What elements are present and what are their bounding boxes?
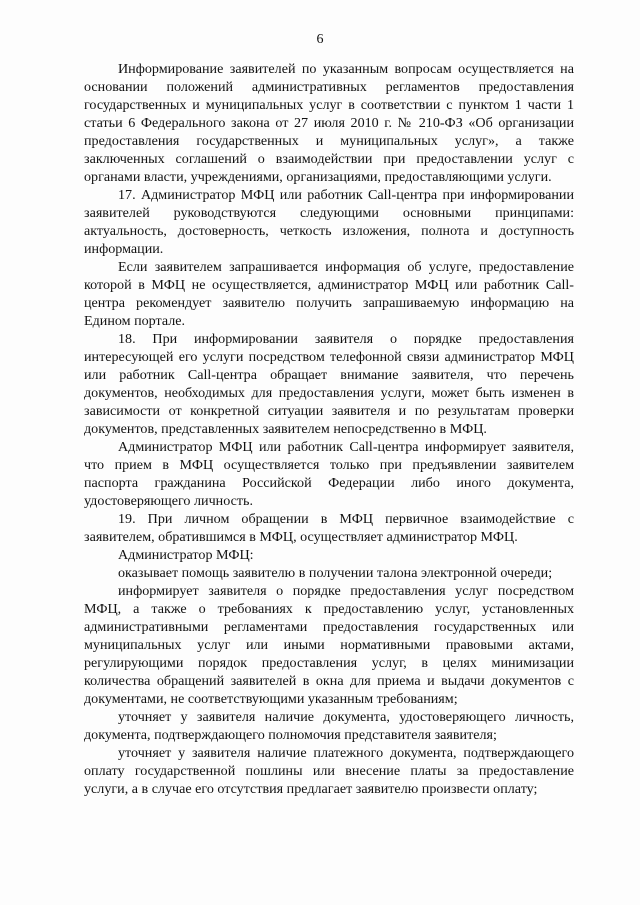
paragraph: Администратор МФЦ: [118, 547, 254, 563]
paragraph: 17. Администратор МФЦ или работник Call-центра при информировании заявителей руководствуются следующими основными принципами: актуальность, достоверность, четкость изложения, полнота и доступность информации. [84, 187, 574, 257]
paragraph: информирует заявителя о порядке предоставления услуг посредством МФЦ, а также о требованиях к предоставлению услуг, установленных административными регламентами предоставления государственных или муниципальных услуг или иными нормативными правовыми актами, регулирующими порядок предоставления услуг, в целях минимизации количества обращений заявителей в окна для приема и выдачи документов с документами, не соответствующими указанным требованиям; [84, 583, 574, 707]
paragraph: 19. При личном обращении в МФЦ первичное взаимодействие с заявителем, обратившимся в МФЦ, осуществляет администратор МФЦ. [84, 511, 574, 545]
paragraph: уточняет у заявителя наличие документа, удостоверяющего личность, документа, подтверждающего полномочия представителя заявителя; [84, 709, 574, 743]
paragraph: Информирование заявителей по указанным вопросам осуществляется на основании положений административных регламентов предоставления государственных и муниципальных услуг в соответствии с пунктом 1 части 1 статьи 6 Федерального закона от 27 июля 2010 г. № 210-ФЗ «Об организации предоставления государственных и муниципальных услуг», а также заключенных соглашений о взаимодействии при предоставлении услуг с органами власти, учреждениями, организациями, предоставляющими услуги. [84, 61, 574, 185]
document-body [84, 60, 574, 798]
page-number: 6 [316, 32, 324, 47]
paragraph: оказывает помощь заявителю в получении талона электронной очереди; [118, 565, 553, 581]
paragraph: Администратор МФЦ или работник Call-центра информирует заявителя, что прием в МФЦ осуществляется только при предъявлении заявителем паспорта гражданина Российской Федерации либо иного документа, удостоверяющего личность. [84, 439, 574, 509]
paragraph: Если заявителем запрашивается информация об услуге, предоставление которой в МФЦ не осуществляется, администратор МФЦ или работник Call-центра рекомендует заявителю получить запрашиваемую информацию на Едином портале. [84, 259, 574, 329]
paragraph: 18. При информировании заявителя о порядке предоставления интересующей его услуги посредством телефонной связи администратор МФЦ или работник Call-центра обращает внимание заявителя, что перечень документов, необходимых для предоставления услуги, может быть изменен в зависимости от конкретной ситуации заявителя и по результатам проверки документов, представленных заявителем непосредственно в МФЦ. [84, 331, 574, 437]
paragraph: уточняет у заявителя наличие платежного документа, подтверждающего оплату государственной пошлины или внесение платы за предоставление услуги, а в случае его отсутствия предлагает заявителю произвести оплату; [84, 745, 574, 797]
